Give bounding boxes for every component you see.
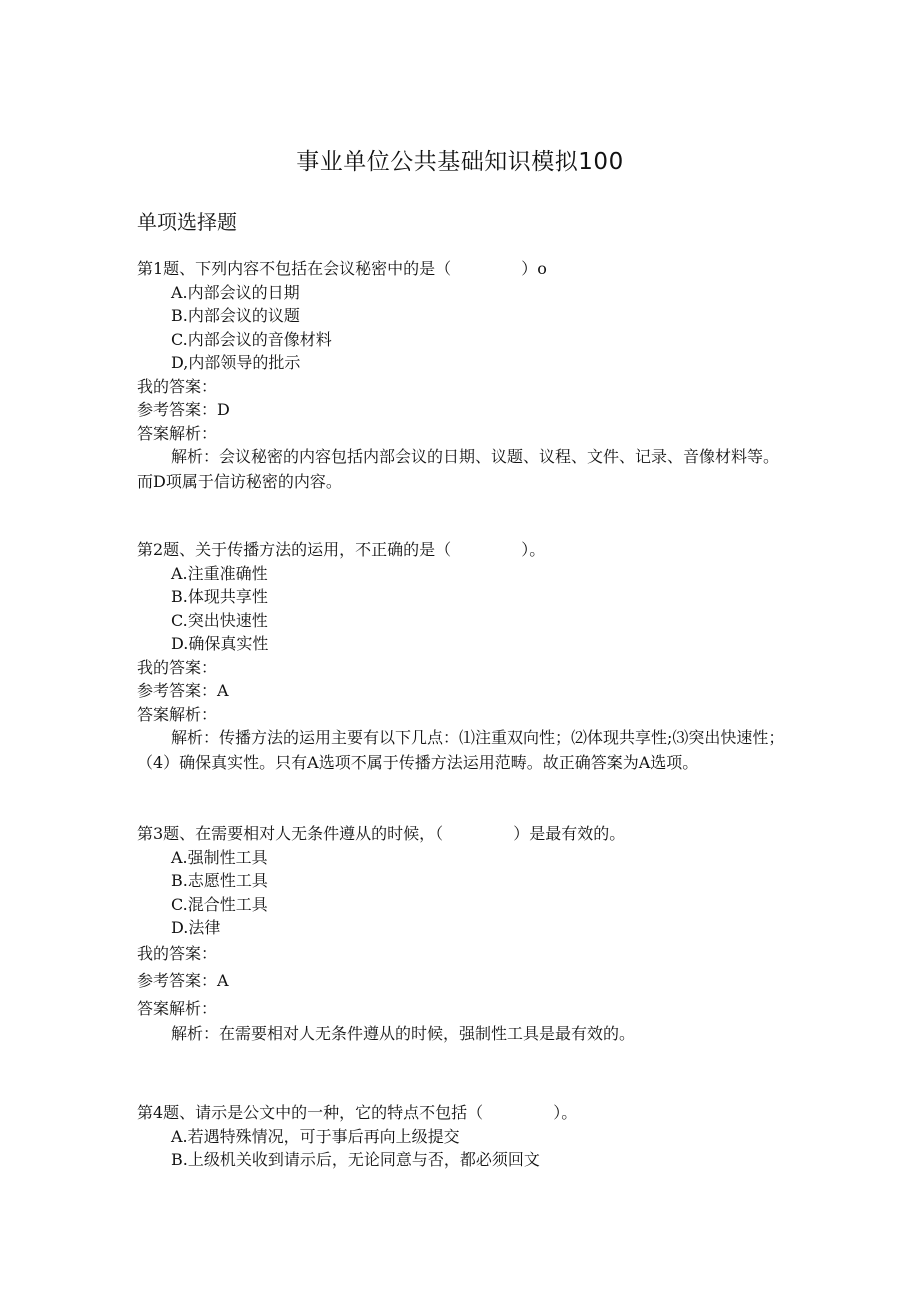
question-stem (137, 257, 787, 281)
analysis-label: 答案解析： (137, 423, 218, 443)
reference-answer: 参考答案：A (137, 681, 229, 700)
reference-answer: 参考答案：D (137, 400, 230, 419)
option-d: D.法律 (171, 918, 221, 937)
reference-answer: 参考答案：A (137, 971, 229, 990)
document-title: 事业单位公共基础知识模拟100 (296, 149, 624, 175)
question-stem-suffix: ）。 (521, 540, 546, 559)
question-stem (137, 538, 787, 562)
analysis-label: 答案解析： (137, 704, 218, 724)
question-stem-suffix: ）o (521, 259, 547, 278)
option-c: C.突出快速性 (171, 610, 268, 630)
option-d: D.确保真实性 (171, 634, 269, 653)
question-3 (137, 822, 787, 1047)
option-c: C.内部会议的音像材料 (171, 329, 332, 349)
option-b: B.上级机关收到请示后，无论同意与否，都必须回文 (171, 1150, 540, 1169)
analysis-text: 解析：会议秘密的内容包括内部会议的日期、议题、议程、文件、记录、音像材料等。而D项属于信访秘密的内容。 (137, 447, 780, 491)
option-a: A.注重准确性 (171, 563, 268, 583)
option-d: D,内部领导的批示 (171, 353, 301, 372)
option-a: A.内部会议的日期 (171, 282, 300, 302)
option-b: B.志愿性工具 (171, 871, 268, 890)
my-answer-label: 我的答案： (137, 943, 218, 963)
question-stem-text: 第4题、请示是公文中的一种，它的特点不包括（ (137, 1103, 484, 1122)
question-stem-suffix: ）。 (553, 1103, 578, 1122)
option-c: C.混合性工具 (171, 894, 268, 914)
question-4 (137, 1101, 787, 1172)
question-stem-text: 第1题、下列内容不包括在会议秘密中的是（ (137, 259, 452, 278)
my-answer-label: 我的答案： (137, 657, 218, 677)
option-b: B.内部会议的议题 (171, 306, 300, 325)
question-1 (137, 257, 787, 494)
analysis-label: 答案解析： (137, 998, 218, 1018)
analysis-text: 解析：传播方法的运用主要有以下几点：⑴注重双向性；⑵体现共享性;⑶突出快速性；（4）确保真实性。只有A选项不属于传播方法运用范畴。故正确答案为A选项。 (137, 728, 785, 772)
question-stem-text: 第3题、在需要相对人无条件遵从的时候，（ (137, 824, 444, 843)
question-stem-text: 第2题、关于传播方法的运用，不正确的是（ (137, 540, 452, 559)
question-2 (137, 538, 787, 775)
analysis-text: 解析：在需要相对人无条件遵从的时候，强制性工具是最有效的。 (171, 1024, 636, 1043)
my-answer-label: 我的答案： (137, 376, 218, 396)
question-stem-suffix: ）是最有效的。 (513, 824, 626, 843)
option-a: A.若遇特殊情况，可于事后再向上级提交 (171, 1126, 460, 1146)
question-stem (137, 822, 787, 846)
question-stem (137, 1101, 787, 1125)
option-b: B.体现共享性 (171, 587, 268, 606)
option-a: A.强制性工具 (171, 847, 268, 867)
section-title: 单项选择题 (137, 210, 237, 234)
